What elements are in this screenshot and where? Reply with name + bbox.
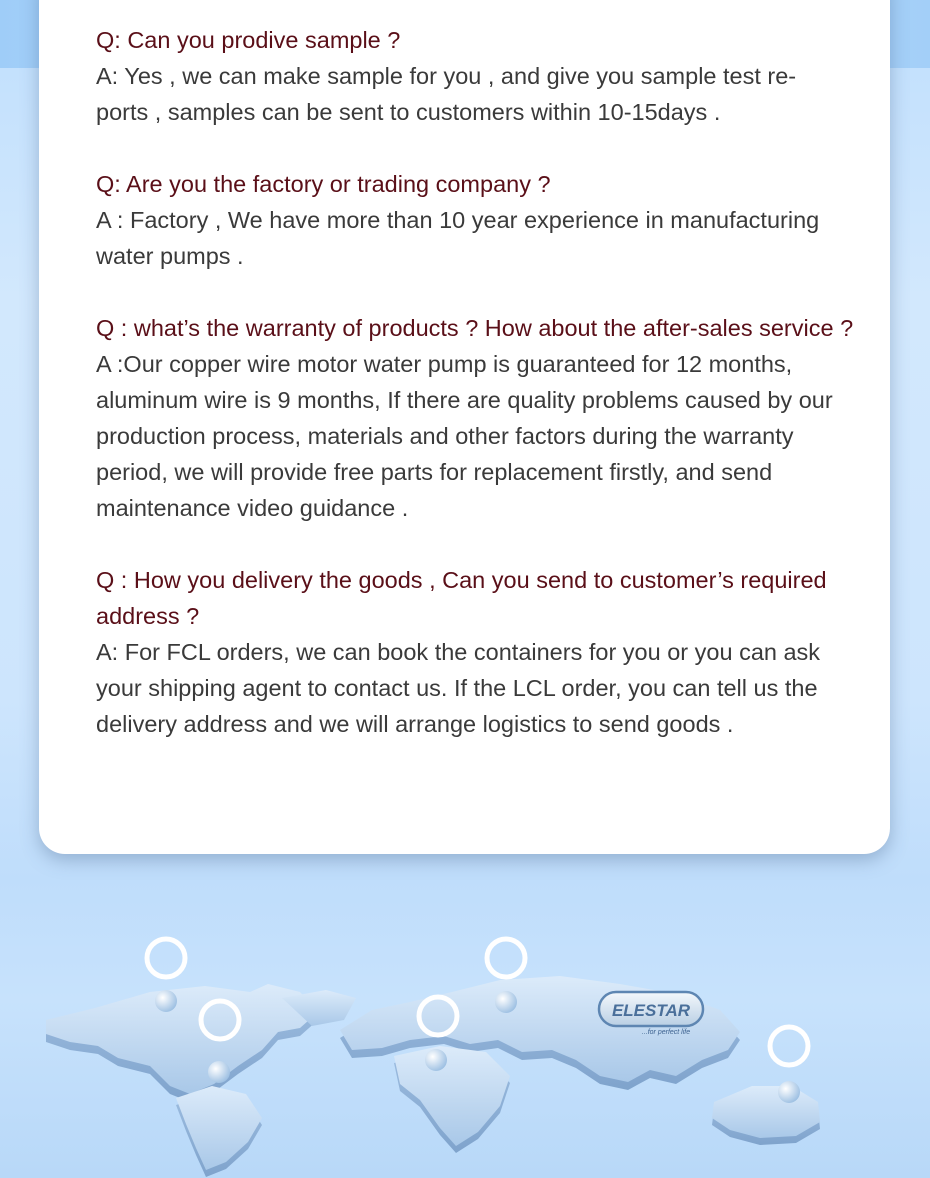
faq-question: Q: Are you the factory or trading company ? xyxy=(96,171,551,197)
faq-answer-line: ports , samples can be sent to customers within 10-15days . xyxy=(96,99,721,125)
faq-answer-line: maintenance video guidance . xyxy=(96,495,409,521)
continent-africa xyxy=(394,1046,510,1153)
continent-south-america xyxy=(176,1086,262,1177)
faq-answer-line: water pumps . xyxy=(96,243,244,269)
world-map-svg xyxy=(0,880,930,1178)
logo-tagline: ...for perfect life xyxy=(641,1029,691,1036)
faq-item xyxy=(96,166,886,274)
faq-item xyxy=(96,310,886,526)
faq-answer-line: A :Our copper wire motor water pump is guaranteed for 12 months, xyxy=(96,351,793,377)
faq-answer-line: A : Factory , We have more than 10 year experience in manufacturing xyxy=(96,207,820,233)
faq-answer-line: delivery address and we will arrange logistics to send goods . xyxy=(96,711,734,737)
logo-name: ELESTAR xyxy=(611,1001,691,1020)
faq-answer-line: your shipping agent to contact us. If the LCL order, you can tell us the xyxy=(96,675,818,701)
faq-answer-line: A: For FCL orders, we can book the containers for you or you can ask xyxy=(96,639,821,665)
faq-answer-line: period, we will provide free parts for replacement firstly, and send xyxy=(96,459,773,485)
continent-australia xyxy=(712,1086,820,1145)
faq-item xyxy=(96,22,886,130)
faq-question: Q : How you delivery the goods , Can you send to customer’s required address ? xyxy=(96,567,827,629)
faq-item xyxy=(96,562,886,742)
faq-answer-line: aluminum wire is 9 months, If there are quality problems caused by our xyxy=(96,387,833,413)
faq-answer-line: A: Yes , we can make sample for you , and give you sample test re- xyxy=(96,63,797,89)
continent-north-america xyxy=(46,984,356,1102)
faq-list xyxy=(96,22,886,778)
faq-answer-line: production process, materials and other factors during the warranty xyxy=(96,423,794,449)
faq-question: Q: Can you prodive sample ? xyxy=(96,27,401,53)
world-map-illustration xyxy=(0,880,930,1178)
faq-question: Q : what’s the warranty of products ? How about the after-sales service ? xyxy=(96,315,854,341)
